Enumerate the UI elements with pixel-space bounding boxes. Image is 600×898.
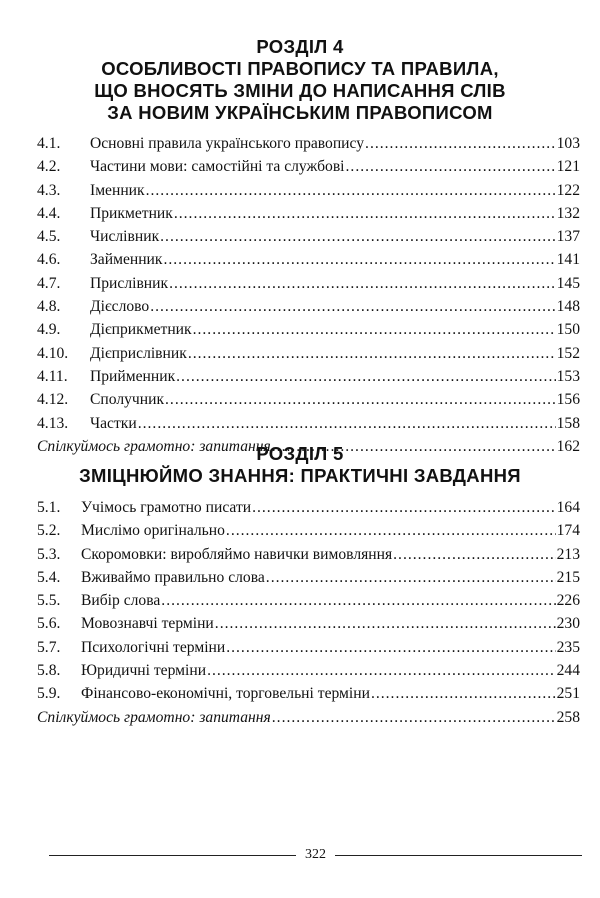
entry-page: 258 [556,708,580,726]
section-4-toc [37,135,580,461]
entry-number: 5.7. [37,638,61,656]
entry-page: 213 [556,545,580,563]
entry-title: Частки [90,414,137,432]
entry-number: 4.1. [37,135,61,152]
entry-title: Основні правила українського правопису [90,135,365,152]
toc-closing-entry[interactable] [37,709,580,732]
entry-page: 226 [556,592,580,610]
entry-title: Частини мови: самостійні та службові [90,158,345,176]
dot-leader [393,546,555,564]
dot-leader [160,228,555,246]
entry-title: Скоромовки: виробляймо навички вимовляння [81,545,393,563]
entry-page: 103 [556,135,580,152]
entry-number: 5.1. [37,499,61,516]
dot-leader [272,709,556,727]
dot-leader [215,615,556,633]
entry-number: 4.3. [37,181,61,199]
toc-entry[interactable] [37,182,580,205]
entry-title: Прийменник [90,367,176,385]
toc-entry[interactable] [37,205,580,228]
entry-page: 251 [556,685,580,703]
section-5-title-line-1: ЗМІЦНЮЙМО ЗНАННЯ: ПРАКТИЧНІ ЗАВДАННЯ [79,465,521,486]
entry-page: 148 [556,298,580,316]
toc-entry[interactable] [37,228,580,251]
entry-number: 4.8. [37,298,61,316]
dot-leader [266,569,556,587]
entry-number: 5.6. [37,615,61,633]
section-5-toc [37,499,580,732]
toc-entry[interactable] [37,546,580,569]
dot-leader [207,662,556,680]
entry-number: 4.4. [37,204,61,222]
entry-title: Спілкуймось грамотно: запитання [37,437,271,455]
section-4-title-line-1: ОСОБЛИВОСТІ ПРАВОПИСУ ТА ПРАВИЛА, [101,58,499,79]
entry-title: Фінансово-економічні, торговельні терміни [81,685,370,703]
section-4-title-line-2: ЩО ВНОСЯТЬ ЗМІНИ ДО НАПИСАННЯ СЛІВ [94,80,506,101]
entry-title: Прикметник [90,204,173,222]
entry-title: Дієприслівник [90,344,187,362]
entry-number: 4.5. [37,228,61,246]
entry-title: Сполучник [90,391,165,409]
dot-leader [371,685,556,703]
entry-number: 4.11. [37,367,68,385]
dot-leader [176,368,555,386]
entry-page: 215 [556,568,580,586]
page-footer [49,847,582,863]
entry-page: 145 [556,274,580,292]
entry-title: Психологічні терміни [81,638,226,656]
entry-number: 4.2. [37,158,61,176]
entry-title: Іменник [90,181,145,199]
entry-number: 4.9. [37,321,61,339]
footer-rule-left [49,855,296,856]
toc-entry[interactable] [37,345,580,368]
toc-entry[interactable] [37,391,580,414]
dot-leader [365,135,556,153]
toc-entry[interactable] [37,499,580,522]
entry-number: 4.12. [37,391,69,409]
entry-page: 162 [556,437,580,455]
entry-page: 152 [556,344,580,362]
toc-entry[interactable] [37,522,580,545]
entry-title: Учімось грамотно писати [81,499,252,516]
entry-title: Спілкуймось грамотно: запитання [37,708,271,726]
entry-title: Дієслово [90,298,150,316]
entry-number: 5.3. [37,545,61,563]
dot-leader [226,639,555,657]
entry-title: Дієприкметник [90,321,192,339]
entry-page: 174 [556,522,580,540]
toc-entry[interactable] [37,298,580,321]
section-4-header [30,36,570,124]
dot-leader [193,321,556,339]
dot-leader [169,275,556,293]
toc-entry[interactable] [37,251,580,274]
section-4-heading: РОЗДІЛ 4 [256,36,344,57]
entry-title: Вибір слова [81,592,161,610]
toc-entry[interactable] [37,569,580,592]
entry-number: 5.5. [37,592,61,610]
toc-entry[interactable] [37,662,580,685]
entry-page: 137 [556,228,580,246]
entry-title: Мислімо оригінально [81,522,225,540]
entry-page: 141 [556,251,580,269]
page-number: 322 [305,847,326,862]
dot-leader [163,251,555,269]
entry-title: Прислівник [90,274,169,292]
entry-number: 5.9. [37,685,61,703]
section-5-header [30,443,570,487]
entry-number: 5.4. [37,568,61,586]
dot-leader [188,345,556,363]
entry-title: Мовознавчі терміни [81,615,214,633]
toc-entry[interactable] [37,615,580,638]
toc-entry[interactable] [37,321,580,344]
entry-number: 4.10. [37,344,69,362]
toc-entry[interactable] [37,639,580,662]
dot-leader [138,415,556,433]
entry-title: Займенник [90,251,163,269]
dot-leader [161,592,555,610]
toc-entry[interactable] [37,415,580,438]
entry-page: 122 [556,181,580,199]
entry-page: 156 [556,391,580,409]
section-5-heading: РОЗДІЛ 5 [256,443,344,464]
entry-number: 4.6. [37,251,61,269]
entry-page: 244 [556,662,580,680]
toc-entry[interactable] [37,275,580,298]
entry-page: 164 [556,499,580,516]
entry-page: 132 [556,204,580,222]
entry-number: 4.13. [37,414,69,432]
toc-entry[interactable] [37,592,580,615]
footer-rule-right [335,855,582,856]
entry-page: 158 [556,414,580,432]
toc-entry[interactable] [37,158,580,181]
toc-entry[interactable] [37,685,580,708]
entry-title: Вживаймо правильно слова [81,568,265,586]
dot-leader [150,298,555,316]
entry-page: 121 [556,158,580,176]
section-4-title-line-3: ЗА НОВИМ УКРАЇНСЬКИМ ПРАВОПИСОМ [107,102,493,123]
dot-leader [252,499,556,517]
entry-title: Числівник [90,228,160,246]
dot-leader [174,205,556,223]
entry-page: 230 [556,615,580,633]
entry-number: 5.2. [37,522,61,540]
dot-leader [165,391,556,409]
dot-leader [146,182,556,200]
entry-number: 5.8. [37,662,61,680]
dot-leader [346,158,556,176]
entry-page: 153 [556,367,580,385]
entry-page: 150 [556,321,580,339]
entry-page: 235 [556,638,580,656]
dot-leader [226,522,556,540]
toc-entry[interactable] [37,368,580,391]
entry-title: Юридичні терміни [81,662,207,680]
entry-number: 4.7. [37,274,61,292]
toc-entry[interactable] [37,135,580,158]
